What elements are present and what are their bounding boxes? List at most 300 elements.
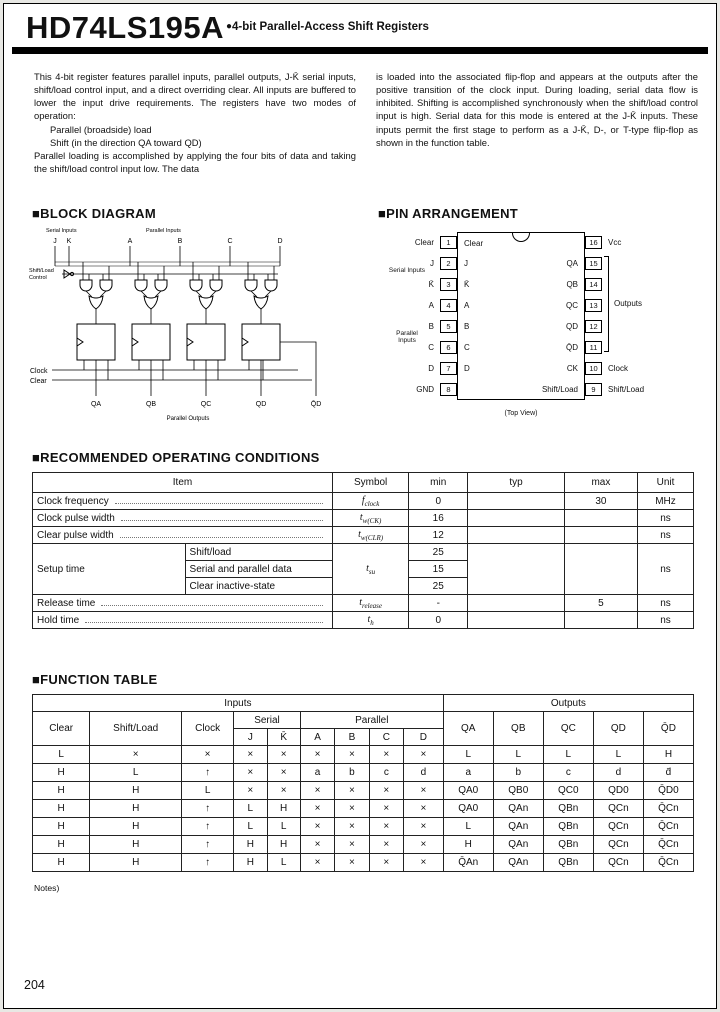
function-table: [32, 694, 694, 872]
fn-cell-clock: ×: [182, 746, 234, 764]
fn-cell-a: a: [300, 764, 334, 782]
intro-right-column: [376, 70, 698, 149]
part-number-title: HD74LS195A: [26, 10, 224, 45]
fn-cell-qb: QB0: [493, 782, 543, 800]
min-cell: 25: [409, 544, 468, 561]
and-gate-icon: [265, 280, 277, 291]
chip-body-row: [457, 379, 585, 400]
shift-load-control-label: Shift/Load: [29, 268, 54, 274]
unit-cell: ns: [638, 612, 694, 629]
fn-cell-b: ×: [335, 800, 369, 818]
or-gate-icon: [89, 296, 103, 309]
fn-cell-qc: QBn: [543, 818, 593, 836]
fn-cell-d: ×: [404, 800, 444, 818]
min-cell: 16: [409, 510, 468, 527]
pin-outer-label-left: Clear: [414, 238, 434, 247]
fn-cell-clear: H: [33, 818, 90, 836]
item-label: Clock pulse width: [37, 512, 115, 524]
pin-arrangement-diagram: [384, 226, 684, 428]
col-header-qd: QD: [593, 712, 643, 746]
col-header-clear: Clear: [33, 712, 90, 746]
dot-leader: [121, 520, 323, 521]
pin-outer-label-right: Shift/Load: [608, 385, 645, 394]
outputs-group-header: Outputs: [443, 695, 693, 712]
fn-cell-c: ×: [369, 782, 403, 800]
max-cell: [564, 544, 637, 595]
fn-cell-k: H: [267, 800, 300, 818]
pin-number-right: 9: [585, 383, 602, 396]
fn-cell-clock: ↑: [182, 818, 234, 836]
section-title-pin-arrangement: ■PIN ARRANGEMENT: [378, 206, 519, 221]
input-j-label: J: [53, 238, 57, 245]
dip-package: [384, 232, 676, 400]
chip-body-row: [457, 316, 585, 337]
fn-cell-qb: QAn: [493, 818, 543, 836]
pin-row: [384, 337, 676, 358]
section-title-function-table: ■FUNCTION TABLE: [32, 672, 158, 687]
col-header-j: J: [234, 729, 267, 746]
fn-cell-clock: L: [182, 782, 234, 800]
chip-body-row: [457, 337, 585, 358]
max-cell: 30: [564, 493, 637, 510]
fn-cell-qd-bar: Q̄Cn: [643, 854, 693, 872]
fn-cell-qd: QCn: [593, 836, 643, 854]
pin-number-right: 12: [585, 320, 602, 333]
fn-cell-b: ×: [335, 836, 369, 854]
fn-cell-qa: L: [443, 746, 493, 764]
pin-outer-label-right: Clock: [608, 364, 629, 373]
fn-cell-d: d: [404, 764, 444, 782]
col-header-min: min: [409, 473, 468, 493]
datasheet-page: [3, 3, 717, 1009]
pin-outer-label-left: C: [428, 343, 434, 352]
serial-inputs-label: Serial Inputs: [46, 228, 77, 234]
pin-outer-label-left: GND: [416, 385, 434, 394]
function-table-row: [33, 800, 694, 818]
outputs-group-label: Outputs: [614, 299, 643, 308]
fn-cell-shift-load: H: [90, 854, 182, 872]
chip-body-row: [457, 253, 585, 274]
fn-cell-qd: QCn: [593, 818, 643, 836]
fn-cell-qa: QA0: [443, 800, 493, 818]
fn-cell-qa: L: [443, 818, 493, 836]
fn-cell-qc: QBn: [543, 800, 593, 818]
symbol-cell: $f_{clock}$: [332, 493, 408, 510]
pin-outer-label-left: A: [428, 301, 434, 310]
op-row-setup-shift-load: [33, 544, 694, 561]
fn-cell-clear: H: [33, 764, 90, 782]
setup-sub-label: Shift/load: [185, 544, 332, 561]
symbol-cell: $t_{w(CK)}$: [332, 510, 408, 527]
fn-cell-b: ×: [335, 854, 369, 872]
typ-cell: [468, 544, 565, 595]
pin-inner-label-left: J: [464, 259, 468, 268]
fn-group-header-row: [33, 695, 694, 712]
fn-cell-qd-bar: H: [643, 746, 693, 764]
pin-number-left: 5: [440, 320, 457, 333]
fn-cell-a: ×: [300, 818, 334, 836]
and-gate-icon: [190, 280, 202, 291]
item-label: Setup time: [33, 544, 186, 595]
function-table-row: [33, 782, 694, 800]
col-header-b: B: [335, 729, 369, 746]
notes-label: Notes): [34, 883, 60, 893]
pin-inner-label-right: Q̄D: [566, 343, 578, 352]
pin-inner-label-left: B: [464, 322, 470, 331]
function-table-row: [33, 818, 694, 836]
pin-inner-label-right: QA: [566, 259, 578, 268]
pin-row: [384, 232, 676, 253]
col-header-a: A: [300, 729, 334, 746]
pin-inner-label-right: Shift/Load: [541, 384, 578, 394]
fn-cell-c: ×: [369, 818, 403, 836]
item-label: Release time: [37, 597, 96, 609]
fn-cell-clear: H: [33, 836, 90, 854]
fn-cell-k: ×: [267, 764, 300, 782]
pin-outer-label-left: K̄: [428, 280, 434, 289]
and-gate-icon: [155, 280, 167, 291]
symbol-cell: $t_{release}$: [332, 595, 408, 612]
fn-cell-d: ×: [404, 818, 444, 836]
fn-cell-qa: H: [443, 836, 493, 854]
fn-cell-qb: b: [493, 764, 543, 782]
col-header-typ: typ: [468, 473, 565, 493]
symbol-cell: $t_{w(CLR)}$: [332, 527, 408, 544]
fn-cell-qd: QCn: [593, 800, 643, 818]
fn-cell-d: ×: [404, 746, 444, 764]
fn-cell-j: L: [234, 800, 267, 818]
bullet-icon: ●: [225, 21, 233, 32]
fn-cell-qd-bar: Q̄Cn: [643, 836, 693, 854]
serial-subgroup-header: Serial: [234, 712, 301, 729]
section-title-operating-conditions: ■RECOMMENDED OPERATING CONDITIONS: [32, 450, 320, 465]
fn-cell-j: L: [234, 818, 267, 836]
fn-cell-shift-load: H: [90, 818, 182, 836]
pin-row: [384, 358, 676, 379]
op-row-release-time: [33, 595, 694, 612]
fn-cell-clear: H: [33, 854, 90, 872]
min-cell: 0: [409, 493, 468, 510]
symbol-cell: $t_h$: [332, 612, 408, 629]
item-label: Clear pulse width: [37, 529, 114, 541]
page-header: [26, 10, 704, 46]
or-gate-icon: [144, 296, 158, 309]
op-row-clear-pulse-width: [33, 527, 694, 544]
fn-cell-clock: ↑: [182, 836, 234, 854]
pin-outer-label-right: Vcc: [608, 238, 622, 247]
output-qd-label: QD: [255, 401, 267, 408]
pin-inner-label-left: Clear: [464, 238, 484, 248]
col-header-shift-load: Shift/Load: [90, 712, 182, 746]
pin-number-left: 8: [440, 383, 457, 396]
col-header-qa: QA: [443, 712, 493, 746]
item-label: Clock frequency: [37, 495, 109, 507]
function-table-row: [33, 764, 694, 782]
pin-number-left: 7: [440, 362, 457, 375]
fn-cell-clear: L: [33, 746, 90, 764]
section-title-block-diagram: ■BLOCK DIAGRAM: [32, 206, 156, 221]
pin-number-right: 14: [585, 278, 602, 291]
fn-header-row-1: [33, 712, 694, 729]
fn-cell-d: ×: [404, 854, 444, 872]
typ-cell: [468, 595, 565, 612]
fn-cell-clock: ↑: [182, 764, 234, 782]
intro-left-column: [34, 70, 356, 175]
typ-cell: [468, 612, 565, 629]
output-qc-label: QC: [200, 401, 212, 408]
fn-cell-qa: a: [443, 764, 493, 782]
parallel-inputs-group-label: Parallel Inputs: [396, 330, 418, 345]
op-header-row: [33, 473, 694, 493]
pin-number-right: 15: [585, 257, 602, 270]
fn-cell-qd-bar: Q̄Cn: [643, 818, 693, 836]
operating-conditions-table: [32, 472, 694, 629]
op-row-clock-frequency: [33, 493, 694, 510]
fn-cell-qc: L: [543, 746, 593, 764]
fn-cell-qd-bar: Q̄Cn: [643, 800, 693, 818]
pin-row: [384, 316, 676, 337]
input-k-label: K: [66, 238, 72, 245]
fn-cell-c: ×: [369, 800, 403, 818]
pin-number-left: 6: [440, 341, 457, 354]
mode-parallel-load: Parallel (broadside) load: [50, 123, 152, 135]
fn-cell-qa: Q̄An: [443, 854, 493, 872]
fn-cell-a: ×: [300, 746, 334, 764]
fn-cell-qb: L: [493, 746, 543, 764]
pin-inner-label-left: A: [464, 301, 470, 310]
function-table-row: [33, 836, 694, 854]
fn-cell-qd: QCn: [593, 854, 643, 872]
input-d-label: D: [277, 238, 283, 245]
fn-cell-c: ×: [369, 836, 403, 854]
unit-cell: ns: [638, 527, 694, 544]
fn-cell-b: ×: [335, 746, 369, 764]
fn-cell-qb: QAn: [493, 836, 543, 854]
fn-cell-c: c: [369, 764, 403, 782]
block-wiring: [52, 246, 316, 396]
col-header-qb: QB: [493, 712, 543, 746]
unit-cell: ns: [638, 595, 694, 612]
pin-inner-label-right: CK: [566, 364, 578, 373]
fn-cell-k: ×: [267, 782, 300, 800]
unit-cell: ns: [638, 544, 694, 595]
pin-number-left: 2: [440, 257, 457, 270]
intro-paragraph-3: is loaded into the associated flip-flop and appears at the outputs after the positive transition of the clock input. During loading, serial data flow is inhibited. Shifting is accomplished synchronously when the shift/load control input is high. Serial data for this mode is entered at the J-K̄ inputs. These inputs permit the first stage to perform as a J-K̄, D-, or T-type flip-flop as shown in the function table.: [376, 71, 698, 148]
col-header-qd-bar: Q̄D: [643, 712, 693, 746]
fn-cell-shift-load: H: [90, 782, 182, 800]
and-gate-icon: [245, 280, 257, 291]
dot-leader: [101, 605, 323, 606]
typ-cell: [468, 493, 565, 510]
fn-cell-a: ×: [300, 836, 334, 854]
fn-cell-shift-load: H: [90, 800, 182, 818]
fn-cell-qd-bar: d̄: [643, 764, 693, 782]
fn-cell-qd-bar: Q̄D0: [643, 782, 693, 800]
pin-inner-label-right: QC: [566, 301, 578, 310]
and-gate-icon: [210, 280, 222, 291]
pin-outer-label-left: B: [428, 322, 434, 331]
fn-cell-clear: H: [33, 800, 90, 818]
col-header-symbol: Symbol: [332, 473, 408, 493]
parallel-inputs-label: Parallel Inputs: [146, 228, 181, 234]
fn-cell-qc: QBn: [543, 854, 593, 872]
fn-cell-k: L: [267, 854, 300, 872]
item-label: Hold time: [37, 614, 80, 626]
fn-cell-j: ×: [234, 746, 267, 764]
function-table-row: [33, 854, 694, 872]
fn-cell-j: ×: [234, 782, 267, 800]
min-cell: -: [409, 595, 468, 612]
fn-cell-b: ×: [335, 782, 369, 800]
max-cell: [564, 612, 637, 629]
unit-cell: ns: [638, 510, 694, 527]
col-header-unit: Unit: [638, 473, 694, 493]
col-header-max: max: [564, 473, 637, 493]
fn-cell-a: ×: [300, 854, 334, 872]
fn-cell-qa: QA0: [443, 782, 493, 800]
fn-cell-qd: QD0: [593, 782, 643, 800]
page-number: 204: [24, 978, 45, 992]
fn-cell-d: ×: [404, 782, 444, 800]
fn-cell-b: ×: [335, 818, 369, 836]
part-subtitle: 4-bit Parallel-Access Shift Registers: [232, 21, 429, 33]
fn-cell-qb: QAn: [493, 854, 543, 872]
chip-body-row: [457, 295, 585, 316]
pin-number-left: 1: [440, 236, 457, 249]
op-row-hold-time: [33, 612, 694, 629]
pin-number-left: 3: [440, 278, 457, 291]
clear-label: Clear: [30, 378, 47, 385]
intro-paragraph-1: This 4-bit register features parallel inputs, parallel outputs, J-K̄ serial inputs, shift/load control input, and a direct overriding clear. All inputs are buffered to lower the input drive requirements. The registers have two modes of operation:: [34, 71, 356, 122]
shift-load-control-label-2: Control: [29, 275, 47, 281]
fn-cell-d: ×: [404, 836, 444, 854]
pin-inner-label-right: QB: [566, 280, 578, 289]
fn-cell-k: H: [267, 836, 300, 854]
fn-cell-qc: QC0: [543, 782, 593, 800]
pin-outer-label-left: D: [428, 364, 434, 373]
col-header-item: Item: [33, 473, 333, 493]
pin-inner-label-left: K̄: [464, 280, 470, 289]
fn-cell-b: b: [335, 764, 369, 782]
dot-leader: [115, 503, 323, 504]
output-qd-bar-label: Q̄D: [310, 401, 322, 408]
min-cell: 0: [409, 612, 468, 629]
fn-cell-j: H: [234, 854, 267, 872]
chip-body-row: [457, 358, 585, 379]
input-b-label: B: [177, 238, 183, 245]
pin-number-right: 11: [585, 341, 602, 354]
symbol-cell: $t_{su}$: [332, 544, 408, 595]
pin-number-right: 13: [585, 299, 602, 312]
pin-inner-label-left: C: [464, 343, 470, 352]
fn-cell-c: ×: [369, 746, 403, 764]
fn-cell-shift-load: L: [90, 764, 182, 782]
fn-cell-qc: c: [543, 764, 593, 782]
dot-leader: [120, 537, 323, 538]
pin-row: [384, 253, 676, 274]
fn-cell-k: L: [267, 818, 300, 836]
pin-number-left: 4: [440, 299, 457, 312]
chip-body-row: [457, 274, 585, 295]
pin-row: [384, 274, 676, 295]
block-diagram: [28, 224, 358, 429]
min-cell: 25: [409, 578, 468, 595]
col-header-qc: QC: [543, 712, 593, 746]
max-cell: 5: [564, 595, 637, 612]
fn-cell-j: H: [234, 836, 267, 854]
fn-cell-shift-load: H: [90, 836, 182, 854]
or-gate-icon: [254, 296, 268, 309]
typ-cell: [468, 527, 565, 544]
gate-network: [80, 280, 277, 309]
fn-cell-j: ×: [234, 764, 267, 782]
fn-cell-qc: QBn: [543, 836, 593, 854]
op-row-clock-pulse-width: [33, 510, 694, 527]
parallel-outputs-label: Parallel Outputs: [166, 416, 210, 422]
col-header-k: K̄: [267, 729, 300, 746]
intro-paragraph-2: Parallel loading is accomplished by applying the four bits of data and taking the shift/load control input low. The data: [34, 149, 356, 175]
fn-cell-c: ×: [369, 854, 403, 872]
parallel-subgroup-header: Parallel: [300, 712, 443, 729]
and-gate-icon: [100, 280, 112, 291]
clock-label: Clock: [30, 368, 48, 375]
unit-cell: MHz: [638, 493, 694, 510]
pin-row: [384, 379, 676, 400]
output-qb-label: QB: [145, 401, 157, 408]
input-a-label: A: [127, 238, 133, 245]
pin-number-right: 16: [585, 236, 602, 249]
col-header-c: C: [369, 729, 403, 746]
col-header-clock: Clock: [182, 712, 234, 746]
inputs-group-header: Inputs: [33, 695, 444, 712]
flip-flops: [77, 324, 280, 360]
function-table-row: [33, 746, 694, 764]
mode-shift: Shift (in the direction QA toward QD): [50, 136, 202, 148]
pin-inner-label-right: QD: [566, 322, 578, 331]
input-c-label: C: [227, 238, 233, 245]
min-cell: 12: [409, 527, 468, 544]
fn-cell-a: ×: [300, 800, 334, 818]
fn-cell-k: ×: [267, 746, 300, 764]
fn-cell-clock: ↑: [182, 800, 234, 818]
dot-leader: [85, 622, 323, 623]
min-cell: 15: [409, 561, 468, 578]
fn-cell-shift-load: ×: [90, 746, 182, 764]
top-view-label: (Top View): [504, 410, 538, 417]
fn-cell-clear: H: [33, 782, 90, 800]
pin-row: [384, 295, 676, 316]
col-header-d: D: [404, 729, 444, 746]
fn-cell-a: ×: [300, 782, 334, 800]
fn-cell-qd: d: [593, 764, 643, 782]
setup-sub-label: Clear inactive-state: [185, 578, 332, 595]
pin-outer-label-left: J: [430, 259, 434, 268]
max-cell: [564, 510, 637, 527]
pin-number-right: 10: [585, 362, 602, 375]
and-gate-icon: [80, 280, 92, 291]
setup-sub-label: Serial and parallel data: [185, 561, 332, 578]
pin-inner-label-left: D: [464, 364, 470, 373]
header-rule: [12, 47, 708, 54]
serial-inputs-group-label: Serial Inputs: [388, 267, 426, 274]
fn-cell-qb: QAn: [493, 800, 543, 818]
fn-cell-clock: ↑: [182, 854, 234, 872]
max-cell: [564, 527, 637, 544]
and-gate-icon: [135, 280, 147, 291]
or-gate-icon: [199, 296, 213, 309]
typ-cell: [468, 510, 565, 527]
output-qa-label: QA: [90, 401, 102, 408]
